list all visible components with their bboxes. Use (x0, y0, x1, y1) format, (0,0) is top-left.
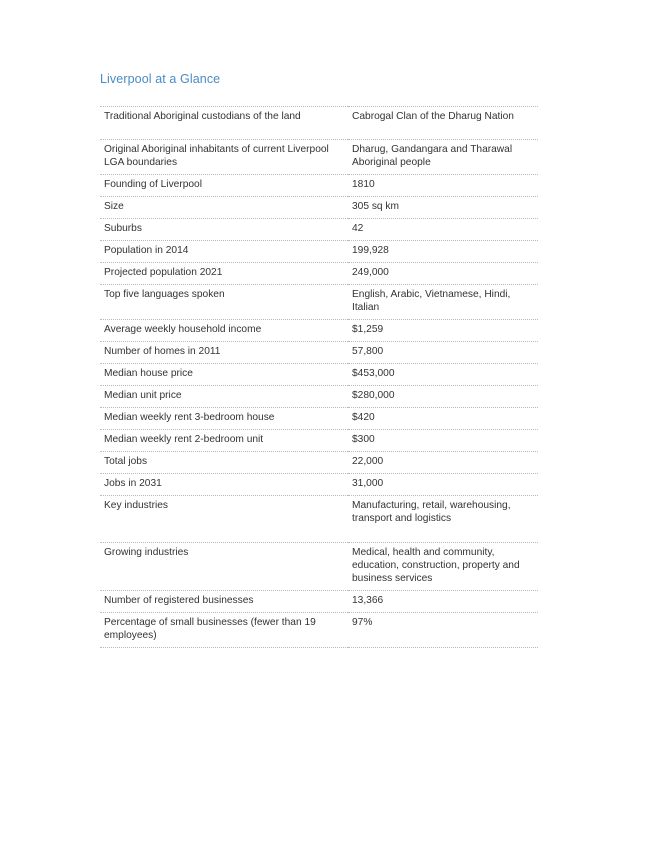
table-row (100, 543, 538, 591)
table-row (100, 285, 538, 320)
facts-table-body (100, 107, 538, 648)
row-value: 57,800 (352, 346, 384, 357)
row-value: 249,000 (352, 267, 389, 278)
table-row (100, 241, 538, 263)
row-value: $420 (352, 412, 375, 423)
row-value: 305 sq km (352, 201, 399, 212)
row-value: 199,928 (352, 245, 389, 256)
table-row (100, 175, 538, 197)
row-value: 1810 (352, 179, 375, 190)
row-value: 42 (352, 223, 364, 234)
row-label: Founding of Liverpool (104, 179, 202, 190)
table-row (100, 613, 538, 648)
table-row (100, 342, 538, 364)
row-value: $300 (352, 434, 375, 445)
table-row (100, 591, 538, 613)
table-row (100, 496, 538, 543)
table-row (100, 474, 538, 496)
table-row (100, 197, 538, 219)
row-label: Size (104, 201, 124, 212)
row-label: Median house price (104, 368, 193, 379)
row-label: Suburbs (104, 223, 142, 234)
table-row (100, 408, 538, 430)
table-row (100, 364, 538, 386)
table-row (100, 263, 538, 285)
row-label: Projected population 2021 (104, 267, 223, 278)
row-value: 97% (352, 617, 373, 628)
row-value: Manufacturing, retail, warehousing, transport and logistics (352, 500, 511, 524)
page-title: Liverpool at a Glance (100, 72, 221, 86)
row-label: Key industries (104, 500, 168, 511)
table-row (100, 430, 538, 452)
row-label: Number of homes in 2011 (104, 346, 221, 357)
row-label: Average weekly household income (104, 324, 262, 335)
table-row (100, 140, 538, 175)
table-row (100, 452, 538, 474)
row-label: Top five languages spoken (104, 289, 225, 300)
row-label: Population in 2014 (104, 245, 189, 256)
table-row (100, 219, 538, 241)
row-label: Median unit price (104, 390, 182, 401)
row-value: Medical, health and community, education, construction, property and business services (352, 547, 520, 584)
row-value: 22,000 (352, 456, 384, 467)
row-value: 13,366 (352, 595, 384, 606)
row-value: Cabrogal Clan of the Dharug Nation (352, 111, 514, 122)
row-label: Traditional Aboriginal custodians of the land (104, 111, 301, 122)
table-row (100, 386, 538, 408)
row-label: Percentage of small businesses (fewer than 19 employees) (104, 617, 316, 641)
row-label: Original Aboriginal inhabitants of current Liverpool LGA boundaries (104, 144, 329, 168)
row-label: Jobs in 2031 (104, 478, 162, 489)
row-value: Dharug, Gandangara and Tharawal Aboriginal people (352, 144, 513, 168)
row-value: $453,000 (352, 368, 395, 379)
row-value: 31,000 (352, 478, 384, 489)
row-label: Median weekly rent 3-bedroom house (104, 412, 275, 423)
row-label: Growing industries (104, 547, 189, 558)
table-row (100, 107, 538, 140)
row-label: Number of registered businesses (104, 595, 254, 606)
row-value: English, Arabic, Vietnamese, Hindi, Italian (352, 289, 511, 313)
row-value: $280,000 (352, 390, 395, 401)
row-label: Total jobs (104, 456, 148, 467)
facts-table (100, 106, 538, 648)
table-row (100, 320, 538, 342)
row-value: $1,259 (352, 324, 384, 335)
row-label: Median weekly rent 2-bedroom unit (104, 434, 264, 445)
